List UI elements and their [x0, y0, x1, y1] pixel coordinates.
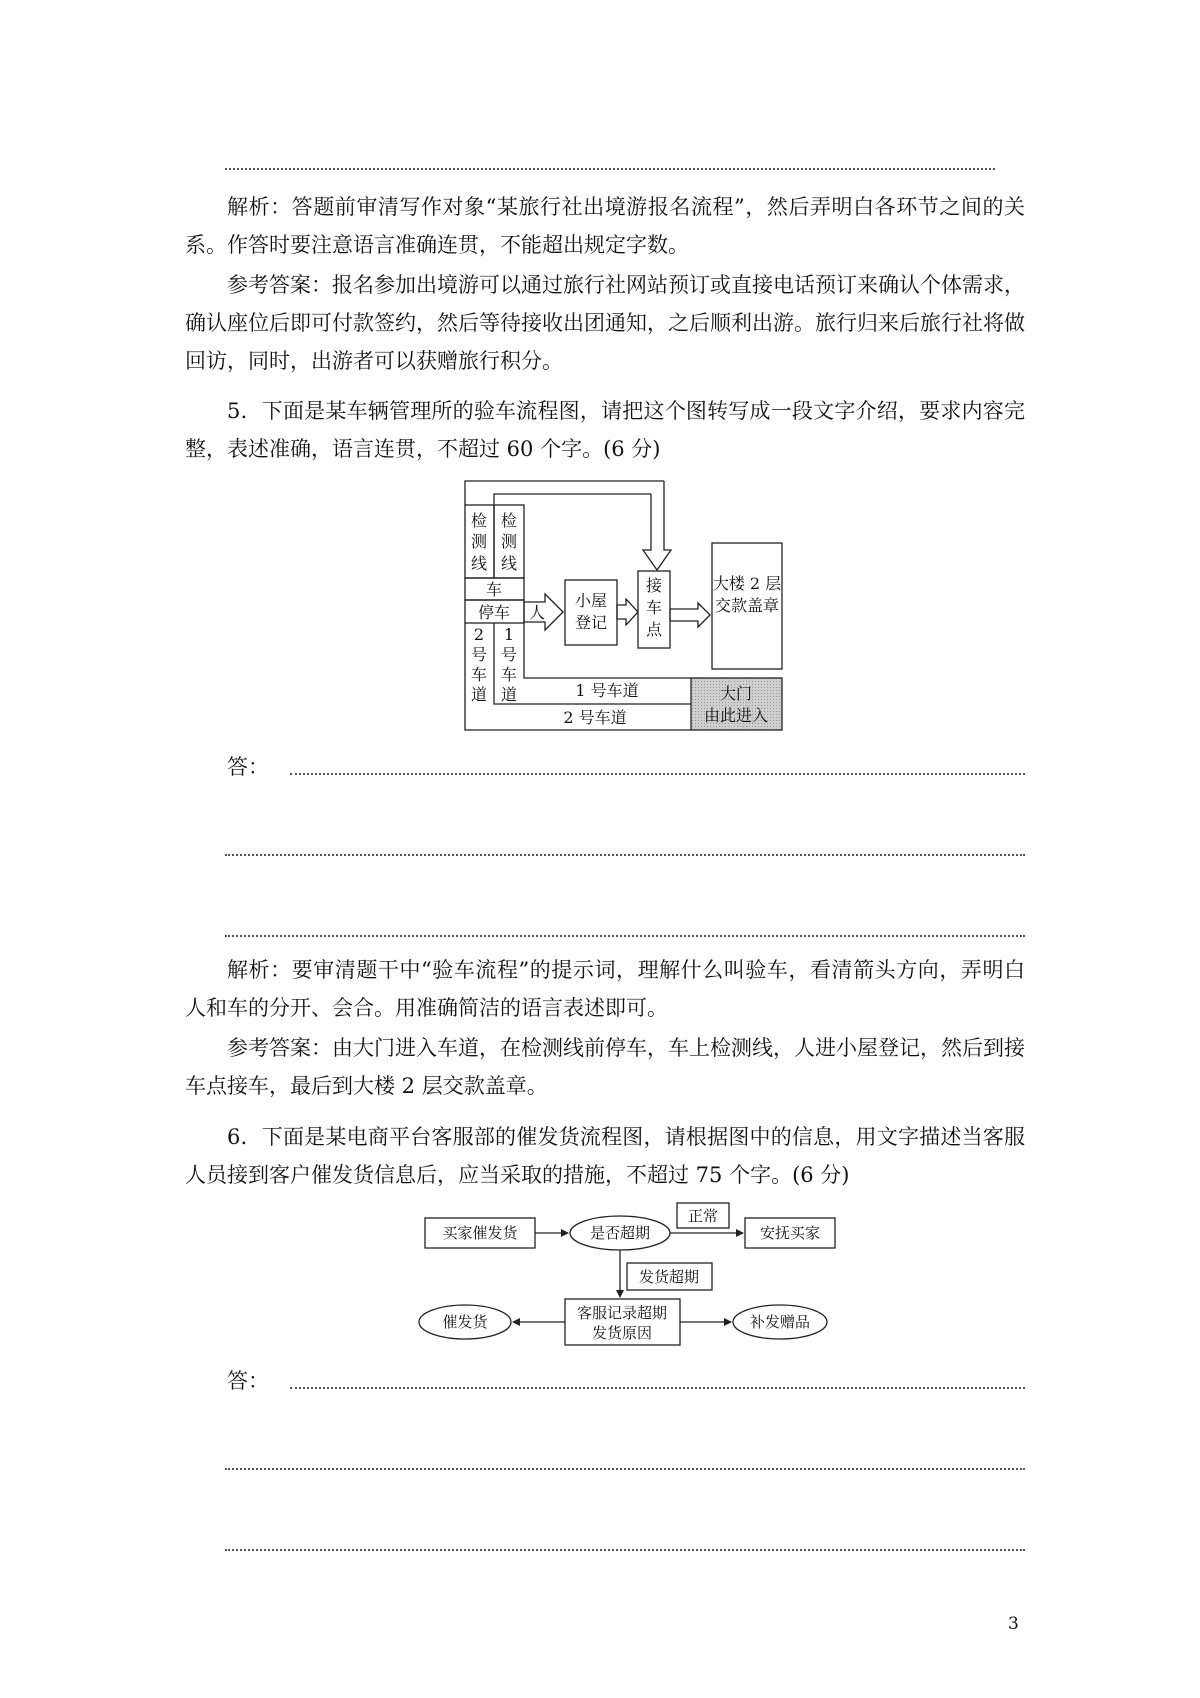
customer-service-diagram: [415, 1196, 845, 1356]
detection-line-right-char-1: 检: [500, 511, 518, 530]
q6-answer-label: 答：: [227, 1369, 269, 1393]
pickup-label-2: 车: [645, 598, 663, 617]
park-label: 停车: [477, 603, 511, 622]
hut-label-2: 登记: [574, 613, 608, 632]
lane1-right-outline: [524, 623, 691, 678]
lane2-label: 2 号车道: [563, 708, 627, 727]
soothe-label: 安抚买家: [759, 1224, 821, 1242]
lane2-vertical-1: 2: [473, 625, 485, 644]
gate-label-2: 由此进入: [703, 706, 769, 725]
loop-path-outer: [465, 481, 664, 505]
urge-label: 催发货: [442, 1313, 488, 1331]
building-label-1: 大楼 2 层: [712, 574, 782, 593]
q6-question: 6．下面是某电商平台客服部的催发货流程图，请根据图中的信息，用文字描述当客服人员接到客户催发货信息后，应当采取的措施，不超过 75 个字。(6 分): [185, 1125, 1025, 1187]
hut-label-1: 小屋: [574, 591, 608, 610]
lane1-label: 1 号车道: [575, 681, 639, 700]
q5-answer-line-2[interactable]: [225, 854, 1025, 856]
q5-reference-answer: 参考答案：由大门进入车道，在检测线前停车，车上检测线，人进小屋登记，然后到接车点接车，最后到大楼 2 层交款盖章。: [185, 1036, 1025, 1098]
detection-line-left-char-2: 测: [470, 532, 488, 551]
car-label: 车: [485, 580, 503, 599]
ship-overdue-label: 发货超期: [638, 1268, 700, 1286]
loop-path-inner: [494, 494, 651, 505]
q5-answer-line-1[interactable]: [290, 773, 1025, 775]
buyer-label: 买家催发货: [442, 1224, 518, 1242]
pickup-to-building-arrow: [670, 603, 710, 627]
answer-line: [225, 168, 995, 170]
detection-line-left-char-1: 检: [470, 511, 488, 530]
vehicle-inspection-diagram: [455, 477, 795, 737]
hut-to-pickup-arrow: [617, 599, 638, 625]
q5-analysis: 解析：要审清题干中“验车流程”的提示词，理解什么叫验车，看清箭头方向，弄明白人和车的分开、会合。用准确简洁的语言表述即可。: [185, 958, 1025, 1020]
pickup-label-3: 点: [645, 620, 663, 639]
q4-reference-answer: 参考答案：报名参加出境游可以通过旅行社网站预订或直接电话预订来确认个体需求，确认座位后即可付款签约，然后等待接收出团通知，之后顺利出游。旅行归来后旅行社将做回访，同时，出游者可以获赠旅行积分。: [185, 273, 1025, 373]
pickup-label-1: 接: [645, 576, 663, 595]
q5-question: 5．下面是某车辆管理所的验车流程图，请把这个图转写成一段文字介绍，要求内容完整，表述准确，语言连贯，不超过 60 个字。(6 分): [185, 399, 1025, 461]
lane2-vertical-2: 号: [470, 645, 488, 664]
detection-line-left-char-3: 线: [470, 554, 488, 573]
q6-answer-line-1[interactable]: [290, 1387, 1025, 1389]
person-label: 人: [528, 603, 546, 622]
lane2-vertical-4: 道: [470, 685, 488, 704]
lane1-vertical-1: 1: [503, 625, 515, 644]
detection-line-right-char-3: 线: [500, 554, 518, 573]
page-number: 3: [1008, 1614, 1019, 1634]
overdue-question-label: 是否超期: [589, 1224, 651, 1242]
q5-answer-line-3[interactable]: [225, 935, 1025, 937]
record-label-2: 发货原因: [591, 1324, 653, 1342]
detection-line-right-char-2: 测: [500, 532, 518, 551]
q6-answer-line-3[interactable]: [225, 1549, 1025, 1551]
q6-answer-line-2[interactable]: [225, 1468, 1025, 1470]
building-label-2: 交款盖章: [714, 596, 780, 615]
lane1-vertical-4: 道: [500, 685, 518, 704]
gift-label: 补发赠品: [749, 1313, 811, 1331]
lane1-vertical-3: 车: [500, 665, 518, 684]
lane2-vertical-3: 车: [470, 665, 488, 684]
lane1-vertical-2: 号: [500, 645, 518, 664]
q5-answer-label: 答：: [227, 755, 269, 779]
record-label-1: 客服记录超期: [576, 1304, 668, 1322]
normal-label: 正常: [687, 1207, 719, 1225]
gate-label-1: 大门: [719, 684, 753, 703]
q4-analysis: 解析：答题前审清写作对象“某旅行社出境游报名流程”，然后弄明白各环节之间的关系。作答时要注意语言准确连贯，不能超出规定字数。: [185, 195, 1025, 257]
